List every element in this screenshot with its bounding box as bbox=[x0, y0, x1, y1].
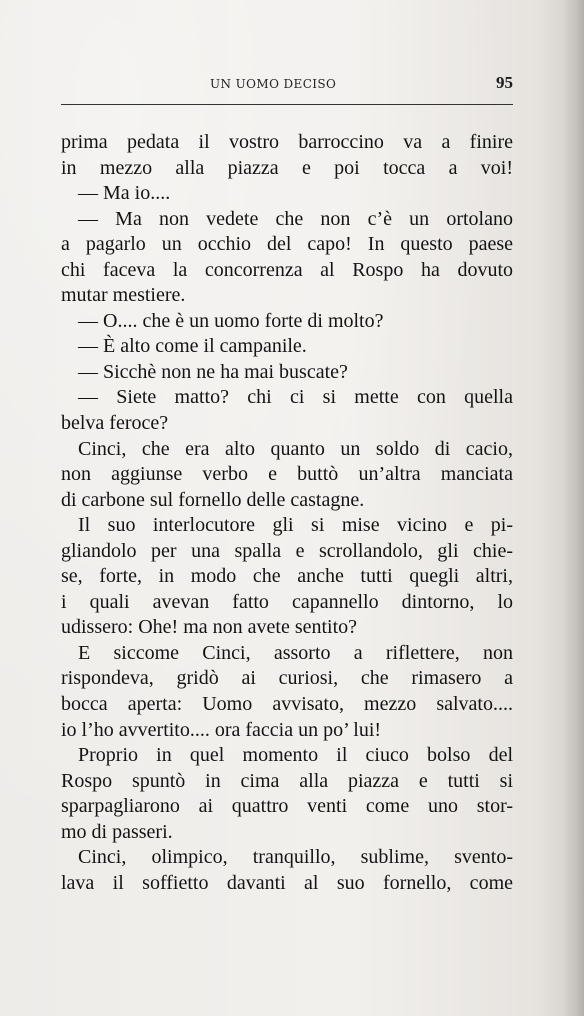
text-line: — È alto come il campanile. bbox=[78, 335, 307, 358]
text-line: — O.... che è un uomo forte di molto? bbox=[78, 309, 384, 332]
text-line: bocca aperta: Uomo avvisato, mezzo salvato.... bbox=[61, 693, 513, 716]
text-line: mutar mestiere. bbox=[61, 284, 186, 307]
text-line: non aggiunse verbo e buttò un’altra manciata bbox=[61, 463, 513, 486]
text-line: rispondeva, gridò ai curiosi, che rimasero a bbox=[61, 667, 513, 690]
text-line: — Ma io.... bbox=[78, 182, 171, 205]
text-line: di carbone sul fornello delle castagne. bbox=[61, 488, 365, 511]
text-line: io l’ho avvertito.... ora faccia un po’ lui! bbox=[61, 718, 382, 741]
text-line: sparpagliarono ai quattro venti come uno stor- bbox=[61, 795, 513, 818]
text-line: Il suo interlocutore gli si mise vicino e pi- bbox=[78, 514, 513, 537]
text-line: chi faceva la concorrenza al Rospo ha dovuto bbox=[61, 258, 513, 281]
text-line: — Sicchè non ne ha mai buscate? bbox=[78, 360, 348, 383]
text-line: Rospo spuntò in cima alla piazza e tutti si bbox=[61, 769, 513, 792]
text-line: in mezzo alla piazza e poi tocca a voi! bbox=[61, 156, 513, 179]
page-number: 95 bbox=[496, 73, 513, 92]
text-line: — Siete matto? chi ci si mette con quella bbox=[78, 386, 513, 409]
body-text bbox=[61, 130, 513, 896]
text-line: udissero: Ohe! ma non avete sentito? bbox=[61, 616, 358, 639]
text-line: se, forte, in modo che anche tutti quegli altri, bbox=[61, 565, 513, 588]
text-line: lava il soffietto davanti al suo fornello, come bbox=[61, 871, 513, 894]
text-line: E siccome Cinci, assorto a riflettere, non bbox=[78, 641, 513, 664]
text-line: i quali avevan fatto capannello dintorno, lo bbox=[61, 590, 513, 613]
text-line: Cinci, olimpico, tranquillo, sublime, svento- bbox=[78, 846, 513, 869]
running-title: UN UOMO DECISO bbox=[210, 77, 337, 91]
text-line: gliandolo per una spalla e scrollandolo, gli chie- bbox=[61, 539, 513, 562]
text-line: mo di passeri. bbox=[61, 820, 173, 843]
text-line: — Ma non vedete che non c’è un ortolano bbox=[78, 207, 513, 230]
text-line: Proprio in quel momento il ciuco bolso del bbox=[78, 744, 513, 767]
text-line: a pagarlo un occhio del capo! In questo paese bbox=[61, 233, 513, 256]
text-line: prima pedata il vostro barroccino va a finire bbox=[61, 131, 513, 153]
header-rule bbox=[61, 104, 513, 105]
text-line: belva feroce? bbox=[61, 412, 169, 435]
text-line: Cinci, che era alto quanto un soldo di cacio, bbox=[78, 437, 513, 460]
